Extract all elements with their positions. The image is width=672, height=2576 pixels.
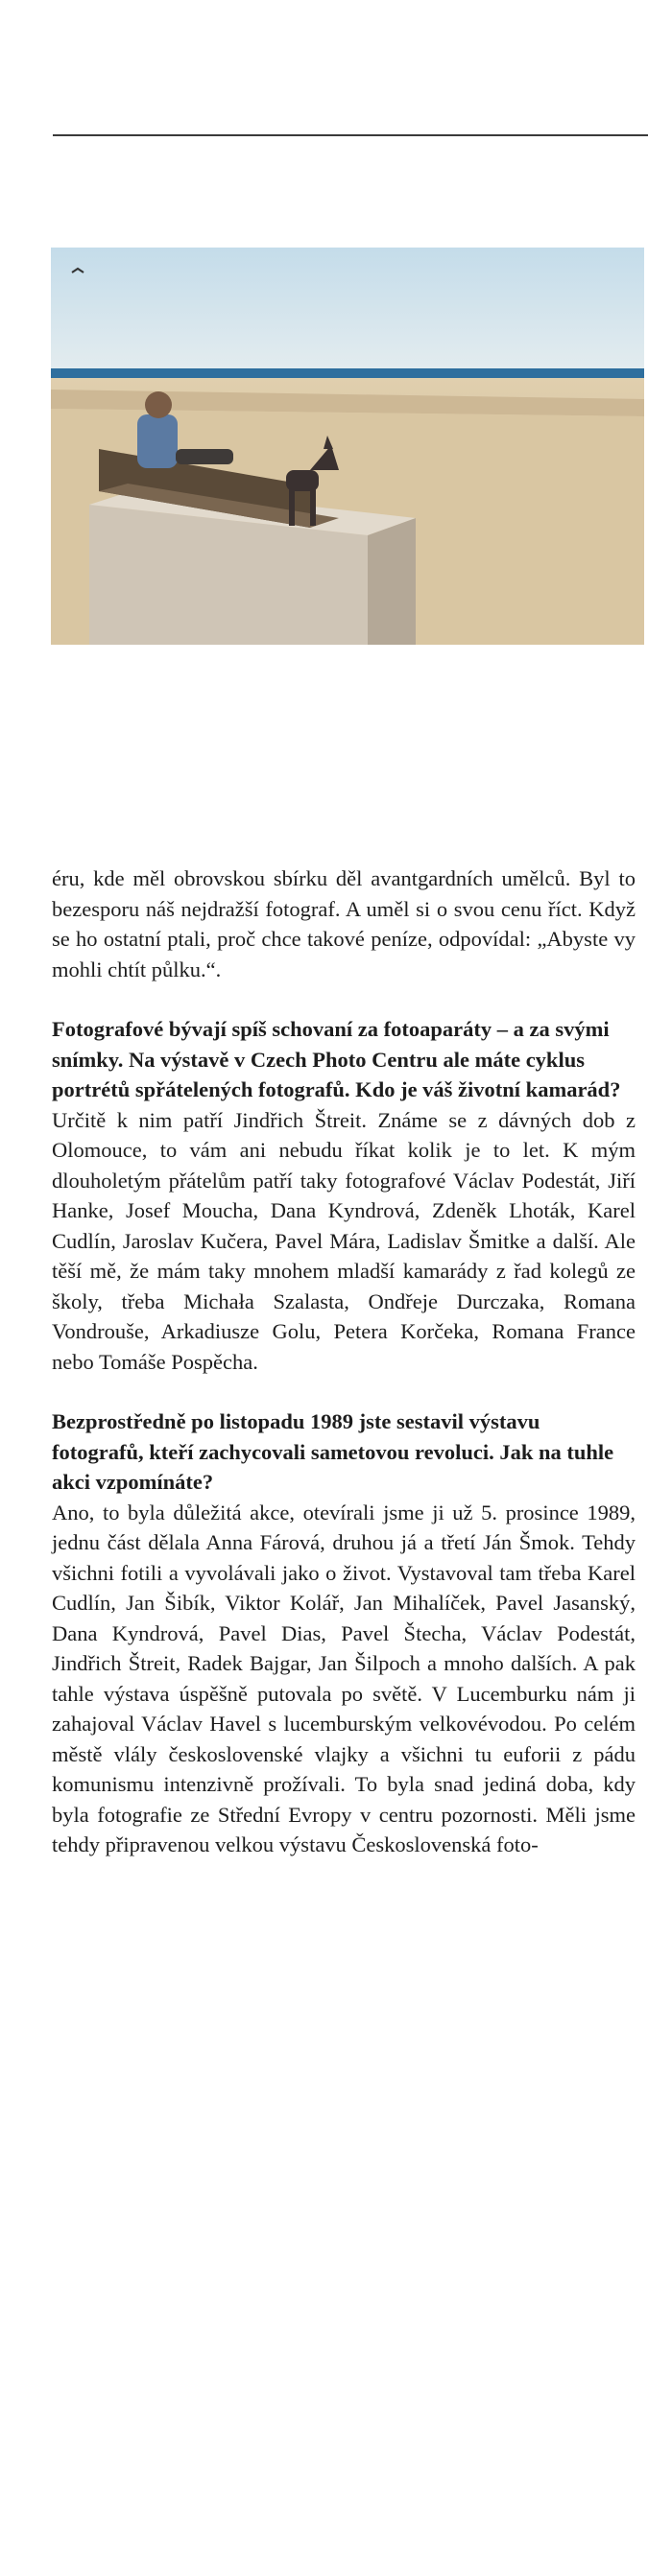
- question-1: Fotografové bývají spíš schovaní za fotoaparáty – a za svými snímky. Na výstavě v Czech Photo Centru ale máte cyklus portrétů spřátelených fotografů. Kdo je váš životní kamarád?: [52, 1017, 621, 1101]
- sky: [51, 248, 644, 370]
- answer-1: Určitě k nim patří Jindřich Štreit. Známe se z dávných dob z Olomouce, to vám ani nebudu říkat kolik je to let. K mým dlouholetým přátelům patří taky fotografové Václav Podestát, Jiří Hanke, Josef Moucha, Dana Kyndrová, Zdeněk Lhoták, Karel Cudlín, Jaroslav Kučera, Pavel Mára, Ladislav Šmitke a další. Ale těší mě, že mám taky mnohem mladší kamarády z řad kolegů ze školy, třeba Michała Szalasta, Ondřeje Durczaka, Romana Vondrouše, Arkadiusze Golu, Petera Korčeka, Romana France nebo Tomáše Pospěcha.: [52, 1107, 636, 1374]
- beach-bench-photo: [51, 248, 644, 645]
- header-rule: [53, 134, 648, 136]
- article-intro: éru, kde měl obrovskou sbírku děl avantgardních umělců. Byl to bezesporu náš nejdražší fotograf. A uměl si o svou cenu říct. Když se ho ostatní ptali, proč chce takové peníze, odpovídal: „Abyste vy mohli chtít půlku.“.: [52, 866, 636, 981]
- answer-2: Ano, to byla důležitá akce, otevírali jsme ji už 5. prosince 1989, jednu část dělala Anna Fárová, druhou já a třetí Ján Šmok. Tehdy všichni fotili a vyvolávali jako o život. Vystavoval tam třeba Karel Cudlín, Jan Šibík, Viktor Kolář, Jan Mihalíček, Pavel Jasanský, Dana Kyndrová, Pavel Dias, Pavel Štecha, Václav Podestát, Jindřich Štreit, Radek Bajgar, Jan Šilpoch a mnoho dalších. A pak tahle výstava úspěšně putovala po světě. V Lucemburku nám ji zahajoval Václav Havel s lucemburským velkovévodou. Po celém městě vlály československé vlajky a všichni tu euforii z pádu komunismu intenzivně prožívali. To byla snad jediná doba, kdy byla fotografie ze Střední Evropy v centru pozornosti. Měli jsme tehdy připravenou velkou výstavu Československá foto-: [52, 1500, 636, 1856]
- article-body: [52, 863, 636, 1860]
- question-2: Bezprostředně po listopadu 1989 jste sestavil výstavu fotografů, kteří zachycovali sametovou revoluci. Jak na tuhle akci vzpomínáte?: [52, 1409, 614, 1494]
